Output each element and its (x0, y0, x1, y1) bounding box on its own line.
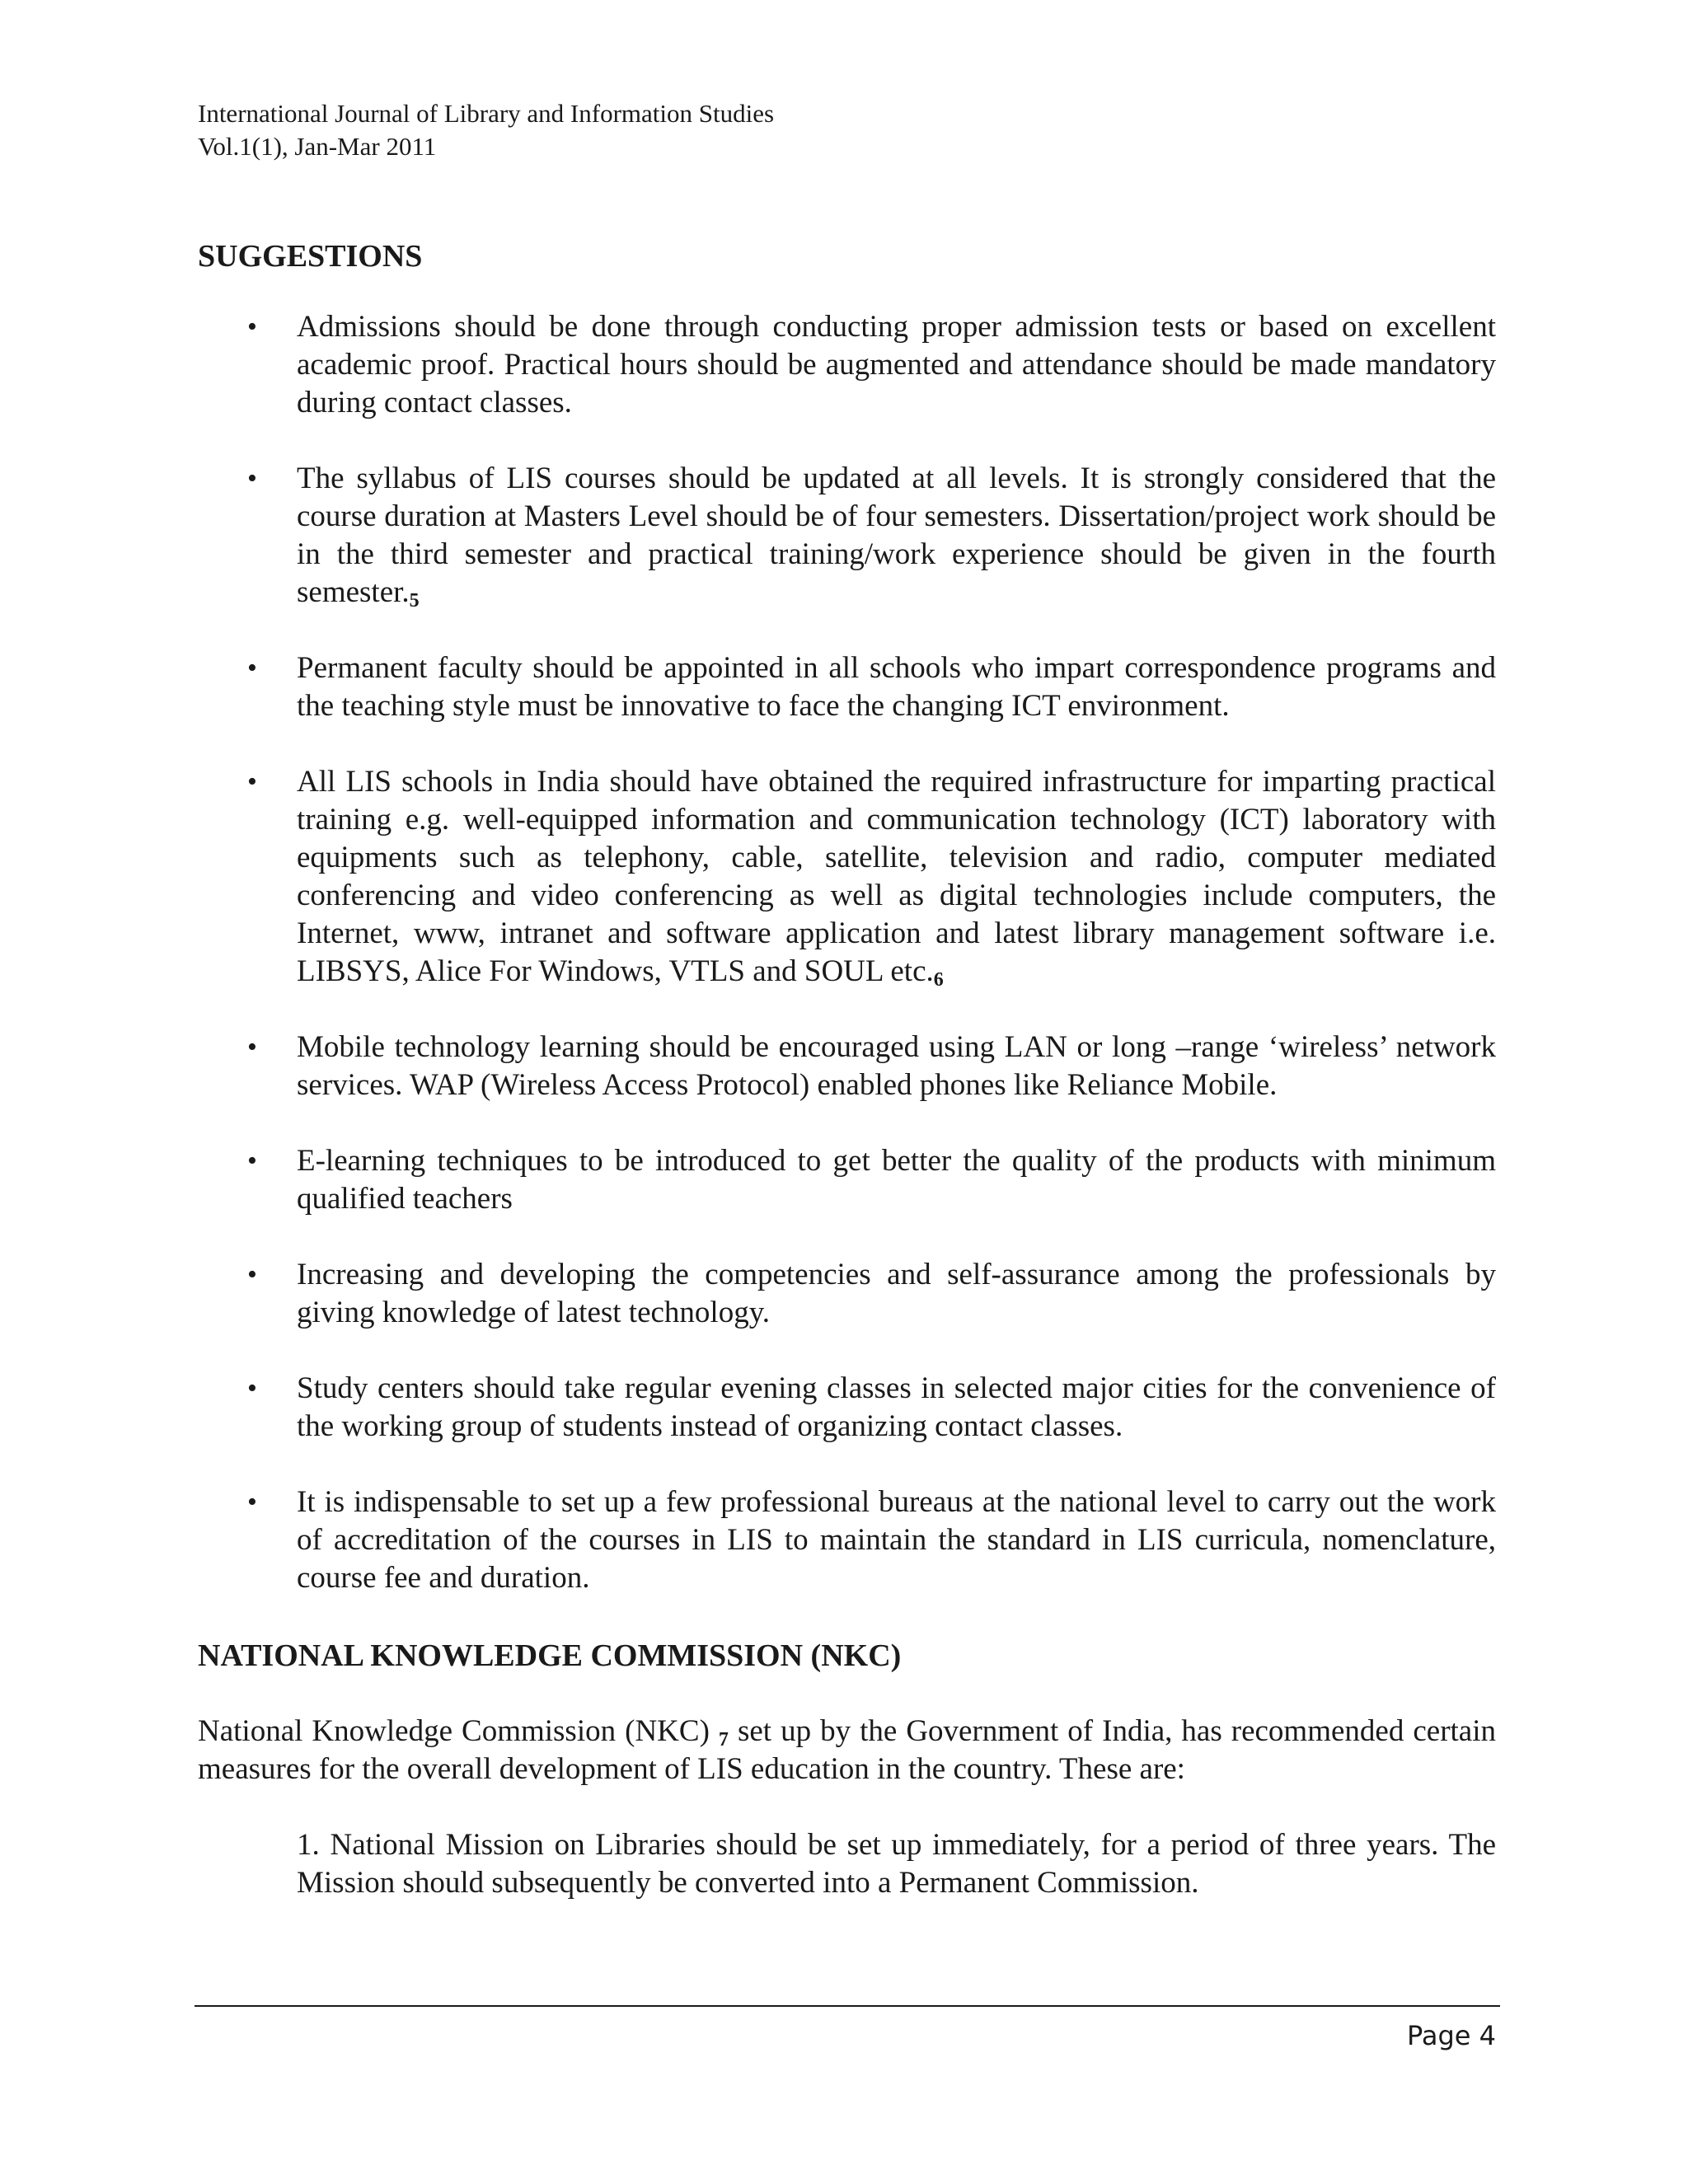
footer-divider (195, 2005, 1500, 2007)
suggestions-list (198, 308, 1496, 1597)
bullet-icon: • (247, 463, 257, 494)
list-item-text: It is indispensable to set up a few professional bureaus at the national level to carry out the work of accreditation of the courses in LIS to maintain the standard in LIS curricula, nomenclature, course fee and duration. (297, 1485, 1496, 1595)
list-item-text: Study centers should take regular evening classes in selected major cities for the convenience of the working group of students instead of organizing contact classes. (297, 1371, 1496, 1443)
list-item-text: Increasing and developing the competencies and self-assurance among the professionals by giving knowledge of latest technology. (297, 1258, 1496, 1329)
page-content (198, 97, 1496, 1902)
bullet-icon: • (247, 1487, 257, 1517)
list-item (198, 1370, 1496, 1446)
list-item-text: The syllabus of LIS courses should be updated at all levels. It is strongly considered that the course duration at Masters Level should be of four semesters. Dissertation/project work should be in the third semester and practical training/work experience should be given in the fourth semester. (297, 462, 1496, 609)
bullet-icon: • (247, 312, 257, 342)
list-item (198, 1029, 1496, 1104)
list-item-text: Permanent faculty should be appointed in all schools who impart correspondence programs and the teaching style must be innovative to face the changing ICT environment. (297, 651, 1496, 723)
nkc-heading: NATIONAL KNOWLEDGE COMMISSION (NKC) (198, 1638, 902, 1673)
footnote-ref: 6 (933, 969, 944, 991)
bullet-icon: • (247, 1373, 257, 1404)
list-item (198, 308, 1496, 422)
list-item (198, 649, 1496, 725)
bullet-icon: • (247, 1259, 257, 1290)
suggestions-heading: SUGGESTIONS (198, 239, 423, 274)
list-item-text: Admissions should be done through conducting proper admission tests or based on excellent academic proof. Practical hours should be augmented and attendance should be made mandatory during contact classes. (297, 310, 1496, 419)
list-item-text: Mobile technology learning should be encouraged using LAN or long –range ‘wireless’ network services. WAP (Wireless Access Protocol) enabled phones like Reliance Mobile. (297, 1030, 1496, 1102)
nkc-intro-lead: National Knowledge Commission (NKC) (198, 1714, 710, 1748)
list-item-text: E-learning techniques to be introduced to get better the quality of the products with minimum qualified teachers (297, 1144, 1496, 1216)
nkc-intro-paragraph (198, 1713, 1496, 1788)
list-item (198, 460, 1496, 612)
bullet-icon: • (247, 1146, 257, 1176)
bullet-icon: • (247, 1032, 257, 1062)
page-number: Page 4 (1407, 2020, 1496, 2051)
nkc-intro-rest: set up by the Government of India, has recommended certain measures for the overall development of LIS education in the country. These are: (198, 1714, 1497, 1786)
nkc-point-1: 1. National Mission on Libraries should be set up immediately, for a period of three years. The Mission should subsequently be converted into a Permanent Commission. (297, 1828, 1496, 1900)
journal-volume: Vol.1(1), Jan-Mar 2011 (198, 132, 437, 161)
list-item-text: All LIS schools in India should have obtained the required infrastructure for imparting practical training e.g. well-equipped information and communication technology (ICT) laboratory with equipments such as telephony, cable, satellite, television and radio, computer mediated conferencing and video conferencing as well as digital technologies include computers, the Internet, www, intranet and software application and latest library management software i.e. LIBSYS, Alice For Windows, VTLS and SOUL etc. (297, 765, 1496, 988)
list-item (198, 1483, 1496, 1597)
journal-title: International Journal of Library and Information Studies (198, 99, 775, 128)
list-item (198, 1256, 1496, 1332)
list-item (198, 763, 1496, 991)
bullet-icon: • (247, 766, 257, 797)
footnote-ref: 7 (718, 1729, 729, 1750)
list-item (198, 1142, 1496, 1218)
bullet-icon: • (247, 653, 257, 683)
footnote-ref: 5 (409, 590, 420, 612)
